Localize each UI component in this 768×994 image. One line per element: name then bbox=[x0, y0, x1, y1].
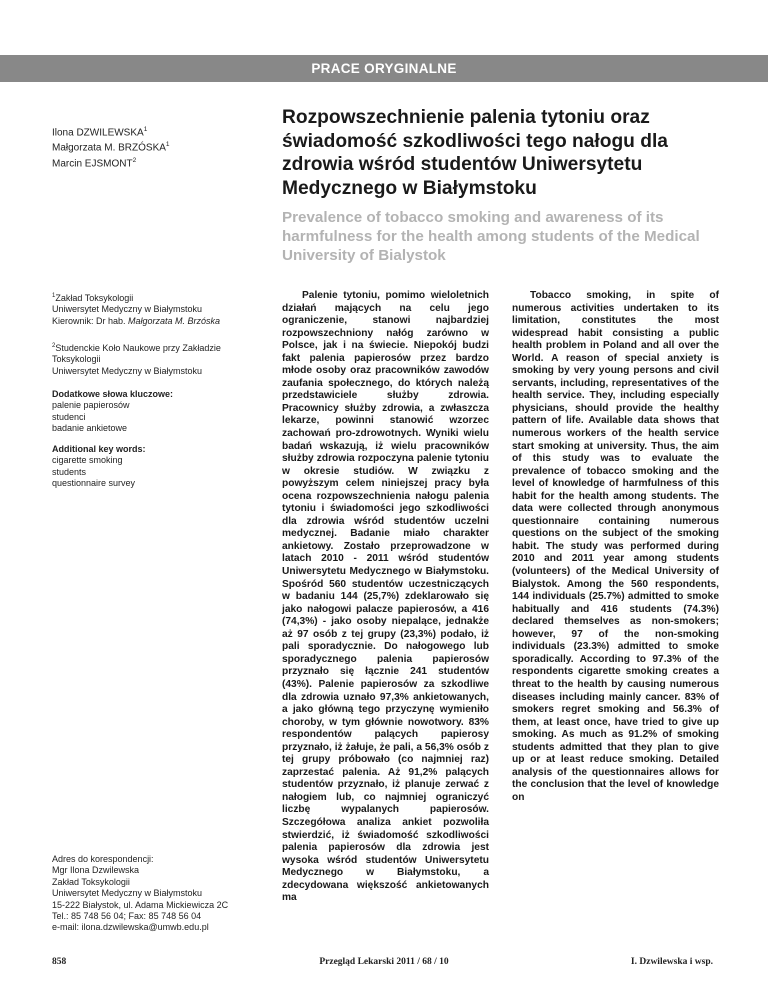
keywords-english bbox=[52, 444, 267, 490]
keyword: palenie papierosów bbox=[52, 400, 130, 411]
keyword: studenci bbox=[52, 411, 86, 422]
journal-citation: Przegląd Lekarski 2011 / 68 / 10 bbox=[319, 957, 449, 967]
affiliation-1: $^1$Zakład Toksykologii Uniwersytet Medyczny w Białymstoku Kierownik: Dr hab. Małgorzata M. Brzóska bbox=[52, 293, 221, 326]
abstract-polish: Palenie tytoniu, pomimo wieloletnich działań mających na celu jego ograniczenie, stanowi najbardziej rozpowszechniony nałóg zarówno w Polsce, jak i na świecie. Niepokój budzi fakt palenia papierosów przez bardzo młode osoby oraz pracowników zawodów zaufania społecznego, do których należą przedstawiciele służby zdrowia. Pracownicy służby zdrowia, a zwłaszcza lekarze, powinni stanowić wzorzec zachowań pro-zdrowotnych. Wyniki wielu badań wskazują, iż wielu pracowników służby zdrowia rozpoczyna palenie tytoniu w okresie studiów. W związku z powyższym celem niniejszej pracy była ocena rozpowszechnienia nałogu palenia tytoniu i świadomości jego szkodliwości dla zdrowia wśród studentów uczelni medycznej. Badanie miało charakter ankietowy. Zostało przeprowadzone w latach 2010 - 2011 wśród studentów Uniwersytetu Medycznego w Białymstoku. Spośród 560 studentów uczestniczących w badaniu 144 (25,7%) zdeklarowało się jako nałogowi palacze papierosów, a 416 (74,3%) - jako osoby niepalące, jednakże aż 97 osób z tej grupy (23,3%) podało, iż pali sporadycznie. Do nałogowego lub sporadycznego palenia papierosów przyznało się łącznie 241 studentów (43%). Palenie papierosów za szkodliwe dla zdrowia uznało 97,3% ankietowanych, a jako główną tego przyczynę wymieniło choroby, w tym głównie nowotwory. 83% respondentów palących papierosy przyznało, iż żałuje, że pali, a 56,3% osób z tej grupy próbowało (co najmniej raz) zaprzestać palenia. Aż 91,2% palących studentów przyznało, iż planuje zerwać z nałogiem lub, co najmniej ograniczyć liczbę wypalanych papierosów. Szczegółowa analiza ankiet pozwoliła stwierdzić, iż świadomość szkodliwości palenia papierosów dla zdrowia jest wysoka wśród studentów Uniwersytetu Medycznego w Białymstoku, a zdecydowana większość ankietowanych ma bbox=[282, 290, 489, 904]
author: Marcin EJSMONT$^2$ bbox=[52, 156, 137, 169]
correspondence-heading: Adres do korespondencji: bbox=[52, 854, 154, 864]
keywords-heading: Dodatkowe słowa kluczowe: bbox=[52, 389, 174, 399]
author-list bbox=[52, 124, 252, 170]
affiliation-2: $^2$Studenckie Koło Naukowe przy Zakładzie Toksykologii Uniwersytet Medyczny w Białymstoku bbox=[52, 343, 221, 376]
keywords-heading: Additional key words: bbox=[52, 444, 146, 454]
abstract-english: Tobacco smoking, in spite of numerous activities undertaken to its limitation, constitutes the most widespread habit consisting a public health problem in Poland and all over the World. A reason of special anxiety is smoking by very young persons and civil servants, including, representatives of the health service. They, including especially physicians, should provide the healthy pattern of life. Available data shows that numerous workers of the health service start smoking at university. Thus, the aim of this study was to evaluate the prevalence of tobacco smoking and the level of knowledge of harmfulness of this habit for the health among students. The data were collected through anonymous questionnaire containing numerous questions on the subject of the smoking habit. The study was performed during 2010 and 2011 year among students (volunteers) of the Medical University of Bialystok. Among the 560 respondents, 144 individuals (25.7%) admitted to smoke habitually and 416 students (74.3%) declared themselves as non-smokers; however, 97 of the non-smoking individuals (23.3%) admitted to smoke sporadically. According to 97.3% of the respondents cigarette smoking creates a threat to the health by causing numerous diseases including mainly cancer. 83% of smokers regret smoking and 56.3% of them, at least once, have tried to give up smoking. As much as 91.2% of smoking students admitted that they plan to give up or at least reduce smoking. Detailed analysis of the questionnaires allows for the conclusion that the level of knowledge on bbox=[512, 290, 719, 803]
page-number: 858 bbox=[52, 957, 67, 967]
correspondence-address: Adres do korespondencji: Mgr Ilona Dzwilewska Zakład Toksykologii Uniwersytet Medyczny w Białymstoku 15-222 Białystok, ul. Adama Mickiewicza 2C Tel.: 85 748 56 04; Fax: 85 748 56 04 e-mail: ilona.dzwilewska@umwb.edu.pl bbox=[52, 854, 267, 934]
keywords-polish bbox=[52, 389, 267, 435]
author: Ilona DZWILEWSKA$^1$ bbox=[52, 126, 148, 139]
keyword: badanie ankietowe bbox=[52, 423, 128, 434]
article-title-english: Prevalence of tobacco smoking and awareness of its harmfulness for the health among students of the Medical University of Bialystok bbox=[282, 209, 700, 264]
article-title-polish: Rozpowszechnienie palenia tytoniu oraz świadomość szkodliwości tego nałogu dla zdrowia wśród studentów Uniwersytetu Medycznego w Białymstoku bbox=[282, 107, 668, 199]
email-text: e-mail: ilona.dzwilewska@umwb.edu.pl bbox=[52, 922, 209, 933]
section-banner: PRACE ORYGINALNE bbox=[0, 55, 768, 82]
keyword: questionnaire survey bbox=[52, 478, 136, 489]
keyword: students bbox=[52, 466, 87, 477]
author: Małgorzata M. BRZÓSKA$^1$ bbox=[52, 141, 170, 154]
running-author: I. Dzwilewska i wsp. bbox=[630, 957, 713, 967]
keyword: cigarette smoking bbox=[52, 455, 123, 466]
